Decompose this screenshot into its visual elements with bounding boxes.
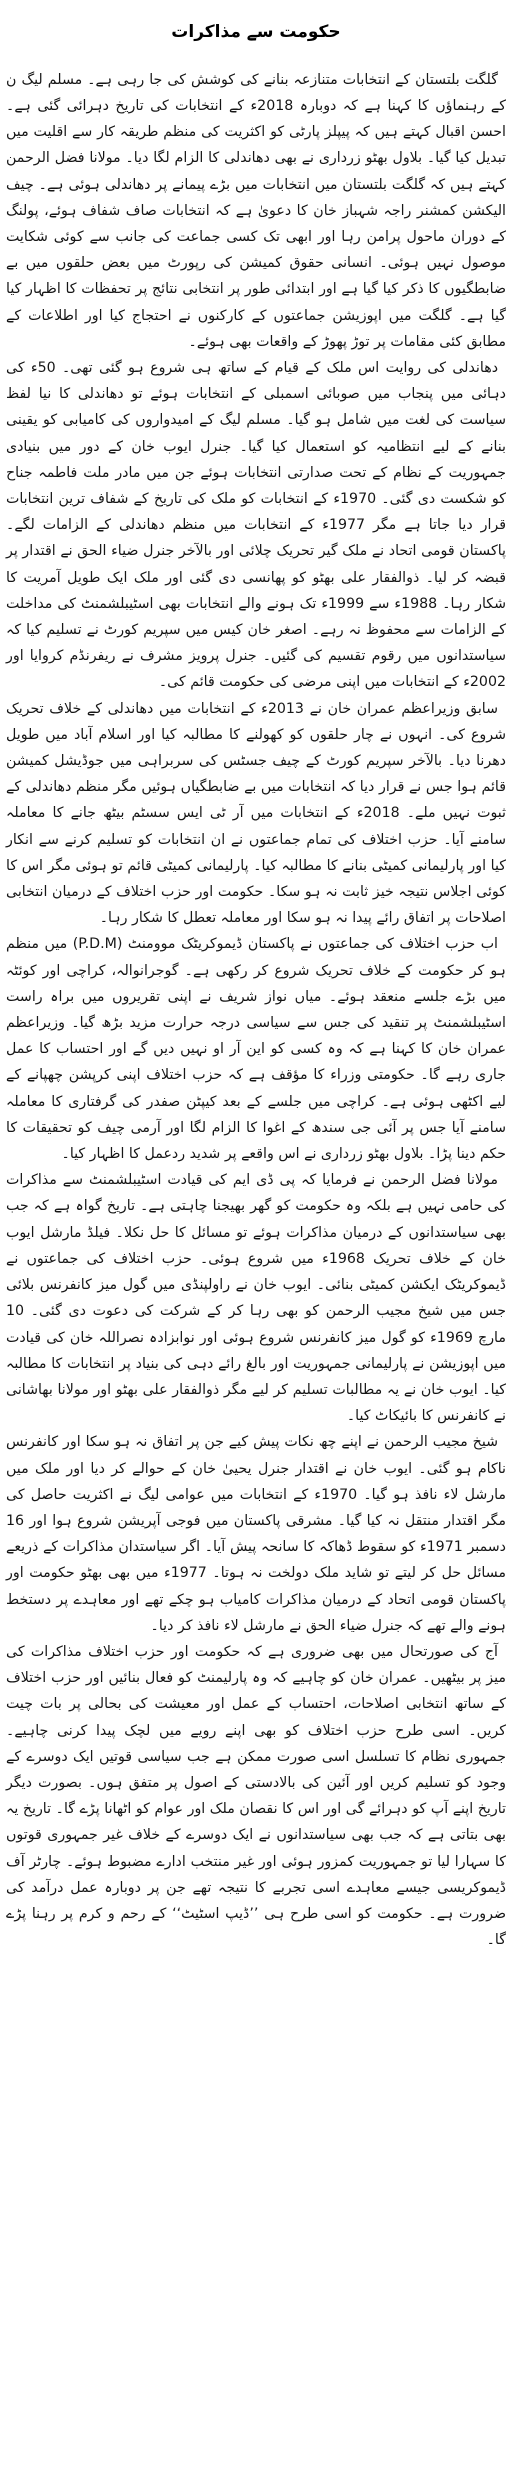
headline-container <box>6 6 506 59</box>
article-paragraph-4: اب حزب اختلاف کی جماعتوں نے پاکستان ڈیموکریٹک موومنٹ (P.D.M) میں منظم ہو کر حکومت کے خلاف تحریک شروع کر رکھی ہے۔ گوجرانوالہ، کراچی اور کوئٹہ میں بڑے جلسے منعقد ہوئے۔ میاں نواز شریف نے اپنی تقریروں میں براہ راست اسٹیبلشمنٹ پر تنقید کی جس سے سیاسی درجہ حرارت مزید بڑھ گیا۔ وزیراعظم عمران خان کا کہنا ہے کہ وہ کسی کو این آر او نہیں دیں گے اور احتساب کا عمل جاری رہے گا۔ حکومتی وزراء کا مؤقف ہے کہ حزب اختلاف اپنی کرپشن چھپانے کے لیے اکٹھی ہوئی ہے۔ کراچی میں جلسے کے بعد کیپٹن صفدر کی گرفتاری کا معاملہ سامنے آیا جس پر آئی جی سندھ کے اغوا کا الزام لگا اور آرمی چیف کو تحقیقات کا حکم دینا پڑا۔ بلاول بھٹو زرداری نے اس واقعے پر شدید ردعمل کا اظہار کیا۔ <box>6 936 506 1163</box>
article-paragraph-3: سابق وزیراعظم عمران خان نے 2013ء کے انتخابات میں دھاندلی کے خلاف تحریک شروع کی۔ انہوں نے چار حلقوں کو کھولنے کا مطالبہ کیا اور اسلام آباد میں طویل دھرنا دیا۔ بالآخر سپریم کورٹ کے چیف جسٹس کی سربراہی میں جوڈیشل کمیشن قائم ہوا جس نے قرار دیا کہ انتخابات میں بے ضابطگیاں ہوئیں مگر منظم دھاندلی کے ثبوت نہیں ملے۔ 2018ء کے انتخابات میں آر ٹی ایس سسٹم بیٹھ جانے کا معاملہ سامنے آیا۔ حزب اختلاف کی تمام جماعتوں نے ان انتخابات کو تسلیم کرنے سے انکار کیا اور پارلیمانی کمیٹی بنانے کا مطالبہ کیا۔ پارلیمانی کمیٹی قائم تو ہوئی مگر اس کا کوئی اجلاس نتیجہ خیز ثابت نہ ہو سکا۔ حکومت اور حزب اختلاف کے درمیان انتخابی اصلاحات پر اتفاق رائے پیدا نہ ہو سکا اور معاملہ تعطل کا شکار رہا۔ <box>6 700 506 927</box>
article-body <box>6 67 506 1954</box>
article-paragraph-5: مولانا فضل الرحمن نے فرمایا کہ پی ڈی ایم کی قیادت اسٹیبلشمنٹ سے مذاکرات کی حامی نہیں ہے بلکہ وہ حکومت کو گھر بھیجنا چاہتی ہے۔ تاریخ گواہ ہے کہ جب بھی سیاستدانوں کے درمیان مذاکرات ہوئے تو مسائل کا حل نکلا۔ فیلڈ مارشل ایوب خان کے خلاف تحریک 1968ء میں شروع ہوئی۔ حزب اختلاف کی جماعتوں نے ڈیموکریٹک ایکشن کمیٹی بنائی۔ ایوب خان نے راولپنڈی میں گول میز کانفرنس بلائی جس میں شیخ مجیب الرحمن کو بھی رہا کر کے شرکت کی دعوت دی گئی۔ 10 مارچ 1969ء کو گول میز کانفرنس شروع ہوئی اور نوابزادہ نصراللہ خان کی قیادت میں اپوزیشن نے پارلیمانی جمہوریت اور بالغ رائے دہی کی بنیاد پر انتخابات کا مطالبہ کیا۔ ایوب خان نے یہ مطالبات تسلیم کر لیے مگر ذوالفقار علی بھٹو اور مولانا بھاشانی نے کانفرنس کا بائیکاٹ کیا۔ <box>6 1172 506 1425</box>
article-paragraph-1: گلگت بلتستان کے انتخابات متنازعہ بنانے کی کوشش کی جا رہی ہے۔ مسلم لیگ ن کے رہنماؤں کا کہنا ہے کہ دوبارہ 2018ء کے انتخابات کی تاریخ دہرائی گئی ہے۔ احسن اقبال کہتے ہیں کہ پیپلز پارٹی کو اکثریت کی منظم طریقہ کار سے اقلیت میں تبدیل کیا گیا۔ بلاول بھٹو زرداری نے بھی دھاندلی کا الزام لگا دیا۔ مولانا فضل الرحمن کہتے ہیں کہ گلگت بلتستان میں انتخابات میں بڑے پیمانے پر دھاندلی ہوئی ہے۔ چیف الیکشن کمشنر راجہ شہباز خان کا دعویٰ ہے کہ انتخابات صاف شفاف ہوئے، پولنگ کے دوران ماحول پرامن رہا اور ابھی تک کسی جماعت کی جانب سے کوئی شکایت موصول نہیں ہوئی۔ انسانی حقوق کمیشن کی رپورٹ میں بعض حلقوں میں بے ضابطگیوں کا ذکر کیا گیا ہے اور ابتدائی طور پر انتخابی نتائج پر تحفظات کا اظہار کیا گیا ہے۔ گلگت میں اپوزیشن جماعتوں کے کارکنوں نے احتجاج کیا اور اطلاعات کے مطابق کئی مقامات پر توڑ پھوڑ کے واقعات بھی ہوئے۔ <box>6 71 506 350</box>
article-paragraph-7: آج کی صورتحال میں بھی ضروری ہے کہ حکومت اور حزب اختلاف مذاکرات کی میز پر بیٹھیں۔ عمران خان کو چاہیے کہ وہ پارلیمنٹ کو فعال بنائیں اور حزب اختلاف کے ساتھ انتخابی اصلاحات، احتساب کے عمل اور معیشت کی بحالی پر بات چیت کریں۔ اسی طرح حزب اختلاف کو بھی اپنے رویے میں لچک پیدا کرنی چاہیے۔ جمہوری نظام کا تسلسل اسی صورت ممکن ہے جب سیاسی قوتیں ایک دوسرے کے وجود کو تسلیم کریں اور آئین کی بالادستی کے اصول پر متفق ہوں۔ بصورت دیگر تاریخ اپنے آپ کو دہرائے گی اور اس کا نقصان ملک اور عوام کو اٹھانا پڑے گا۔ تاریخ یہ بھی بتاتی ہے کہ جب بھی سیاستدانوں نے ایک دوسرے کے خلاف غیر جمہوری قوتوں کا سہارا لیا تو جمہوریت کمزور ہوئی اور غیر منتخب ادارے مضبوط ہوئے۔ چارٹر آف ڈیموکریسی جیسے معاہدے اسی تجربے کا نتیجہ تھے جن پر دوبارہ عمل درآمد کی ضرورت ہے۔ حکومت کو اسی طرح ہی ’’ڈیپ اسٹیٹ‘‘ کے رحم و کرم پر رہنا پڑے گا۔ <box>6 1643 506 1949</box>
article-paragraph-6: شیخ مجیب الرحمن نے اپنے چھ نکات پیش کیے جن پر اتفاق نہ ہو سکا اور کانفرنس ناکام ہو گئی۔ ایوب خان نے اقتدار جنرل یحییٰ خان کے حوالے کر دیا اور ملک میں مارشل لاء نافذ ہو گیا۔ 1970ء کے انتخابات میں عوامی لیگ نے اکثریت حاصل کی مگر اقتدار منتقل نہ کیا گیا۔ مشرقی پاکستان میں فوجی آپریشن شروع ہوا اور 16 دسمبر 1971ء کو سقوط ڈھاکہ کا سانحہ پیش آیا۔ اگر سیاستدان مذاکرات کے ذریعے مسائل حل کر لیتے تو شاید ملک دولخت نہ ہوتا۔ 1977ء میں بھی بھٹو حکومت اور پاکستان قومی اتحاد کے درمیان مذاکرات کامیاب ہو چکے تھے اور معاہدے پر دستخط ہونے والے تھے کہ جنرل ضیاء الحق نے مارشل لاء نافذ کر دیا۔ <box>6 1434 506 1634</box>
article-paragraph-2: دھاندلی کی روایت اس ملک کے قیام کے ساتھ ہی شروع ہو گئی تھی۔ 50ء کی دہائی میں پنجاب میں صوبائی اسمبلی کے انتخابات ہوئے تو دھاندلی کا نیا لفظ سیاست کی لغت میں شامل ہو گیا۔ مسلم لیگ کے امیدواروں کی کامیابی کو یقینی بنانے کے لیے انتظامیہ کو استعمال کیا گیا۔ جنرل ایوب خان کے دور میں بنیادی جمہوریت کے نظام کے تحت صدارتی انتخابات ہوئے جن میں مادر ملت فاطمہ جناح کو شکست دی گئی۔ 1970ء کے انتخابات کو ملک کی تاریخ کے شفاف ترین انتخابات قرار دیا جاتا ہے مگر 1977ء کے انتخابات میں منظم دھاندلی کے الزامات لگے۔ پاکستان قومی اتحاد نے ملک گیر تحریک چلائی اور بالآخر جنرل ضیاء الحق نے اقتدار پر قبضہ کر لیا۔ ذوالفقار علی بھٹو کو پھانسی دی گئی اور ملک ایک طویل آمریت کا شکار رہا۔ 1988ء سے 1999ء تک ہونے والے انتخابات بھی اسٹیبلشمنٹ کی مداخلت کے الزامات سے محفوظ نہ رہے۔ اصغر خان کیس میں سپریم کورٹ نے تسلیم کیا کہ سیاستدانوں میں رقوم تقسیم کی گئیں۔ جنرل پرویز مشرف نے ریفرنڈم کروایا اور 2002ء کے انتخابات میں اپنی مرضی کی حکومت قائم کی۔ <box>6 359 506 691</box>
article-headline: حکومت سے مذاکرات <box>171 22 341 43</box>
